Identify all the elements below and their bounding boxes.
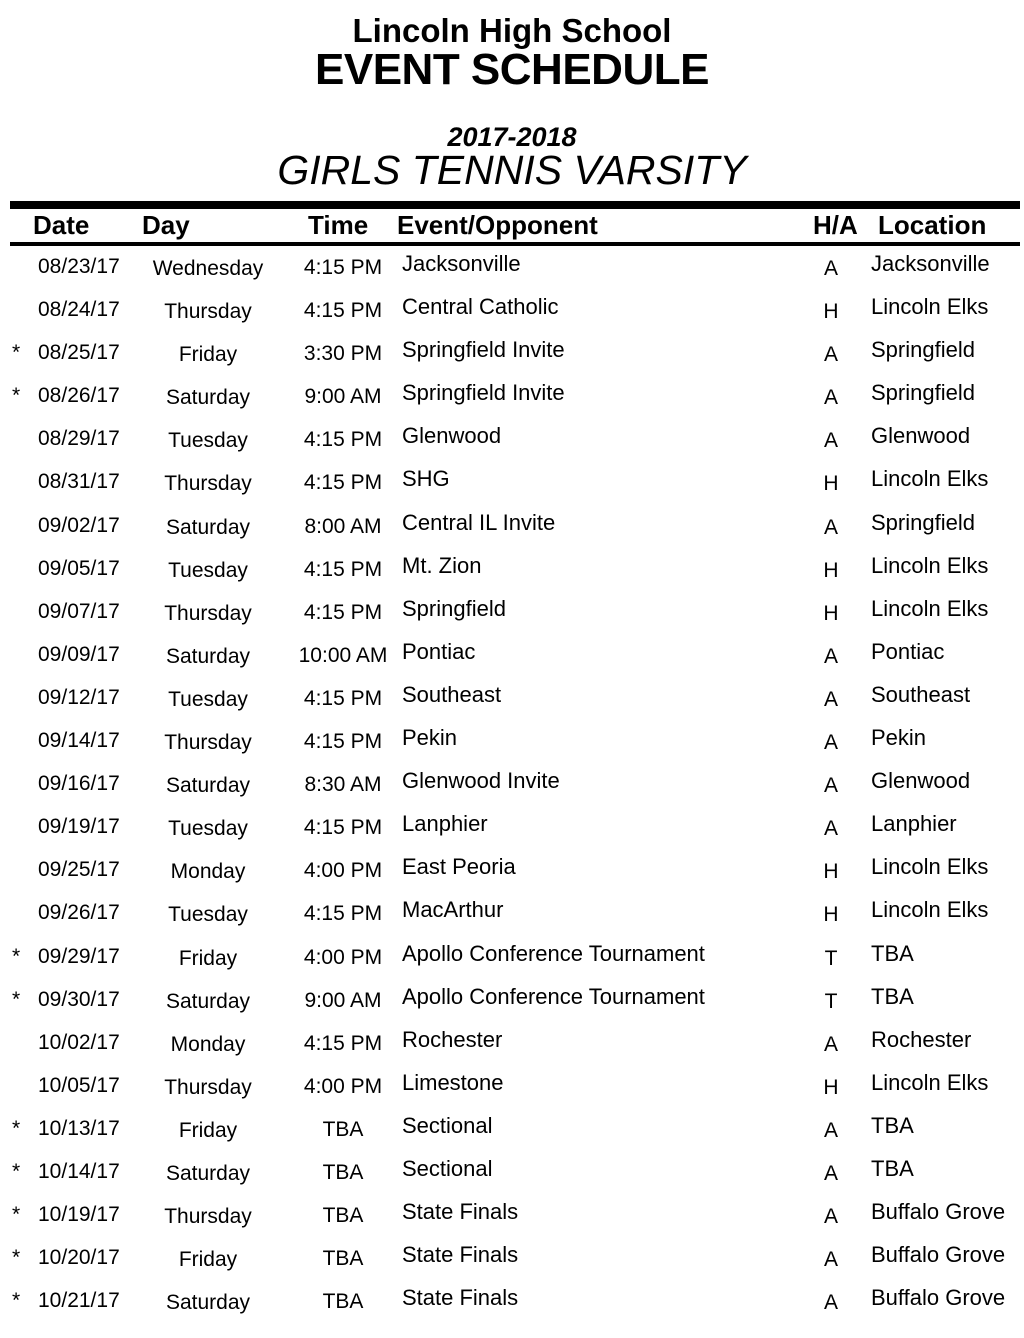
cell-event: Central Catholic (402, 294, 559, 320)
cell-date: 10/19/17 (38, 1203, 120, 1227)
cell-day: Thursday (164, 1075, 252, 1099)
cell-date: 10/20/17 (38, 1246, 120, 1270)
cell-time: 4:15 PM (303, 902, 383, 926)
cell-home-away: H (823, 903, 839, 927)
cell-location: Springfield (871, 337, 975, 363)
cell-time: 4:15 PM (303, 1031, 383, 1055)
cell-location: Lincoln Elks (871, 552, 989, 578)
cell-event: Pekin (402, 725, 458, 751)
cell-home-away: T (824, 989, 838, 1013)
cell-date: 08/29/17 (38, 427, 120, 451)
cell-home-away: A (823, 687, 838, 711)
cell-event: Springfield Invite (402, 380, 565, 406)
cell-time: 4:15 PM (303, 471, 383, 495)
cell-home-away: A (823, 515, 838, 539)
cell-location: Glenwood (871, 768, 971, 794)
cell-location: Lincoln Elks (871, 897, 989, 923)
cell-time: 4:15 PM (303, 256, 383, 279)
cell-home-away: A (823, 386, 838, 410)
cell-date: 09/14/17 (38, 729, 120, 753)
cell-location: Southeast (871, 681, 971, 707)
column-header-home-away: H/A (813, 210, 858, 240)
cell-date: 09/12/17 (38, 685, 120, 709)
asterisk-flag: * (12, 1116, 21, 1140)
asterisk-flag: * (12, 1289, 21, 1313)
table-row (0, 891, 1024, 934)
cell-location: TBA (871, 940, 914, 966)
cell-time: 8:30 AM (304, 773, 382, 797)
cell-home-away: H (823, 601, 839, 625)
cell-day: Saturday (165, 386, 251, 410)
cell-event: Jacksonville (402, 251, 521, 276)
table-row (0, 762, 1024, 805)
table-row (0, 1279, 1024, 1322)
cell-day: Tuesday (168, 429, 248, 453)
cell-date: 09/19/17 (38, 815, 120, 839)
asterisk-flag: * (12, 944, 21, 968)
cell-time: 4:00 PM (303, 859, 383, 883)
cell-date: 09/07/17 (38, 599, 120, 623)
cell-location: TBA (871, 1155, 914, 1181)
cell-date: 09/30/17 (38, 987, 120, 1011)
column-header-event: Event/Opponent (397, 210, 598, 240)
cell-time: TBA (322, 1247, 364, 1271)
cell-home-away: A (823, 731, 838, 755)
cell-location: Springfield (871, 380, 975, 406)
cell-date: 09/29/17 (38, 944, 120, 968)
cell-home-away: A (823, 644, 838, 668)
cell-event: State Finals (402, 1242, 519, 1268)
cell-event: Rochester (402, 1026, 503, 1052)
cell-day: Friday (178, 946, 238, 970)
table-row (0, 288, 1024, 331)
cell-day: Thursday (164, 601, 252, 625)
cell-event: MacArthur (402, 897, 504, 923)
table-row (0, 590, 1024, 633)
cell-day: Thursday (164, 1205, 252, 1229)
table-header (0, 212, 1024, 242)
cell-day: Saturday (165, 515, 251, 539)
cell-home-away: A (823, 817, 838, 841)
cell-time: 4:15 PM (303, 730, 383, 754)
asterisk-flag: * (12, 987, 21, 1011)
cell-time: 8:00 AM (304, 514, 382, 538)
table-row (0, 719, 1024, 762)
asterisk-flag: * (12, 384, 21, 408)
table-row (0, 417, 1024, 460)
cell-event: Springfield (402, 595, 506, 621)
page-title: EVENT SCHEDULE (315, 45, 709, 94)
cell-home-away: A (823, 429, 838, 453)
cell-home-away: H (823, 558, 839, 582)
cell-date: 09/09/17 (38, 642, 120, 666)
cell-time: 10:00 AM (298, 643, 388, 667)
cell-home-away: A (823, 1205, 838, 1229)
cell-date: 09/02/17 (38, 513, 120, 537)
cell-location: Lincoln Elks (871, 466, 989, 492)
cell-date: 10/14/17 (38, 1159, 120, 1183)
cell-date: 09/26/17 (38, 901, 120, 925)
column-header-location: Location (878, 210, 987, 240)
table-row (0, 848, 1024, 891)
cell-home-away: A (823, 257, 838, 280)
cell-location: Rochester (871, 1026, 972, 1052)
cell-day: Saturday (165, 1291, 251, 1315)
cell-date: 08/24/17 (38, 298, 120, 322)
cell-event: Apollo Conference Tournament (402, 940, 705, 966)
table-row (0, 935, 1024, 978)
table-row (0, 245, 1024, 288)
cell-day: Monday (170, 860, 246, 884)
cell-event: Pontiac (402, 638, 476, 664)
cell-location: TBA (871, 983, 914, 1009)
asterisk-flag: * (12, 341, 21, 365)
cell-event: SHG (402, 466, 450, 492)
cell-event: State Finals (402, 1199, 519, 1225)
cell-date: 08/31/17 (38, 470, 120, 494)
cell-time: 4:00 PM (303, 945, 383, 969)
cell-event: Sectional (402, 1112, 493, 1138)
cell-time: 4:15 PM (303, 686, 383, 710)
column-header-time: Time (308, 210, 369, 240)
cell-day: Saturday (165, 644, 251, 668)
cell-time: TBA (322, 1117, 364, 1141)
cell-event: Apollo Conference Tournament (402, 983, 705, 1009)
cell-event: Sectional (402, 1155, 493, 1181)
cell-event: Lanphier (402, 811, 488, 837)
table-row (0, 633, 1024, 676)
cell-date: 08/26/17 (38, 384, 120, 408)
schedule-rows (0, 245, 1024, 1322)
cell-day: Thursday (164, 300, 252, 324)
cell-day: Saturday (165, 989, 251, 1013)
cell-location: TBA (871, 1112, 914, 1138)
asterisk-flag: * (12, 1246, 21, 1270)
cell-day: Tuesday (168, 687, 248, 711)
cell-day: Tuesday (168, 817, 248, 841)
cell-day: Friday (178, 343, 238, 367)
cell-home-away: A (823, 343, 838, 367)
cell-time: 4:15 PM (303, 816, 383, 840)
cell-time: 4:15 PM (303, 299, 383, 323)
cell-time: 4:15 PM (303, 557, 383, 581)
column-header-day: Day (142, 210, 190, 240)
cell-event: Glenwood Invite (402, 768, 560, 794)
cell-location: Buffalo Grove (871, 1285, 1006, 1311)
cell-home-away: A (823, 1161, 838, 1185)
cell-location: Buffalo Grove (871, 1199, 1006, 1225)
cell-home-away: H (823, 1075, 839, 1099)
table-row (0, 1236, 1024, 1279)
cell-date: 08/23/17 (38, 255, 120, 278)
cell-home-away: H (823, 472, 839, 496)
cell-home-away: A (823, 1118, 838, 1142)
cell-day: Friday (178, 1118, 238, 1142)
cell-day: Thursday (164, 731, 252, 755)
cell-home-away: A (823, 1248, 838, 1272)
cell-time: 4:00 PM (303, 1074, 383, 1098)
cell-location: Lincoln Elks (871, 854, 989, 880)
team-label: GIRLS TENNIS VARSITY (277, 147, 747, 193)
cell-location: Pontiac (871, 638, 945, 664)
cell-event: East Peoria (402, 854, 516, 880)
cell-location: Jacksonville (871, 251, 990, 276)
cell-location: Lincoln Elks (871, 294, 989, 320)
table-row (0, 1021, 1024, 1064)
cell-event: Limestone (402, 1069, 504, 1095)
cell-day: Monday (170, 1032, 246, 1056)
header-top-rule (10, 201, 1020, 209)
cell-date: 08/25/17 (38, 341, 120, 365)
cell-event: Springfield Invite (402, 337, 565, 363)
cell-location: Lincoln Elks (871, 1069, 989, 1095)
cell-day: Wednesday (152, 257, 264, 280)
cell-day: Saturday (165, 774, 251, 798)
cell-date: 09/25/17 (38, 858, 120, 882)
cell-day: Tuesday (168, 903, 248, 927)
season-label: 2017-2018 (447, 122, 577, 152)
cell-time: TBA (322, 1160, 364, 1184)
table-row (0, 374, 1024, 417)
cell-event: State Finals (402, 1285, 519, 1311)
table-row (0, 547, 1024, 590)
table-row (0, 1107, 1024, 1150)
cell-day: Saturday (165, 1161, 251, 1185)
cell-day: Tuesday (168, 558, 248, 582)
cell-home-away: A (823, 774, 838, 798)
cell-date: 10/21/17 (38, 1289, 120, 1313)
table-row (0, 978, 1024, 1021)
cell-time: TBA (322, 1290, 364, 1314)
cell-date: 09/16/17 (38, 772, 120, 796)
cell-date: 09/05/17 (38, 556, 120, 580)
cell-home-away: H (823, 300, 839, 324)
school-name: Lincoln High School (352, 12, 672, 49)
table-row (0, 1150, 1024, 1193)
asterisk-flag: * (12, 1159, 21, 1183)
cell-date: 10/13/17 (38, 1116, 120, 1140)
cell-time: 3:30 PM (303, 342, 383, 366)
cell-time: 9:00 AM (304, 988, 382, 1012)
table-row (0, 805, 1024, 848)
cell-location: Pekin (871, 725, 927, 751)
cell-location: Lanphier (871, 811, 957, 837)
cell-date: 10/05/17 (38, 1073, 120, 1097)
table-row (0, 460, 1024, 503)
cell-time: 4:15 PM (303, 600, 383, 624)
cell-event: Glenwood (402, 423, 502, 449)
table-row (0, 1064, 1024, 1107)
cell-location: Buffalo Grove (871, 1242, 1006, 1268)
cell-time: TBA (322, 1204, 364, 1228)
cell-time: 4:15 PM (303, 428, 383, 452)
cell-home-away: H (823, 860, 839, 884)
cell-date: 10/02/17 (38, 1030, 120, 1054)
table-row (0, 331, 1024, 374)
cell-home-away: A (823, 1032, 838, 1056)
cell-time: 9:00 AM (304, 385, 382, 409)
cell-home-away: A (823, 1291, 838, 1315)
cell-day: Friday (178, 1248, 238, 1272)
cell-location: Springfield (871, 509, 975, 535)
cell-location: Lincoln Elks (871, 595, 989, 621)
column-header-date: Date (33, 210, 90, 240)
cell-day: Thursday (164, 472, 252, 496)
cell-event: Southeast (402, 681, 502, 707)
table-row (0, 1193, 1024, 1236)
cell-location: Glenwood (871, 423, 971, 449)
table-row (0, 504, 1024, 547)
table-row (0, 676, 1024, 719)
cell-home-away: T (824, 946, 838, 970)
asterisk-flag: * (12, 1203, 21, 1227)
cell-event: Central IL Invite (402, 509, 556, 535)
cell-event: Mt. Zion (402, 552, 482, 578)
